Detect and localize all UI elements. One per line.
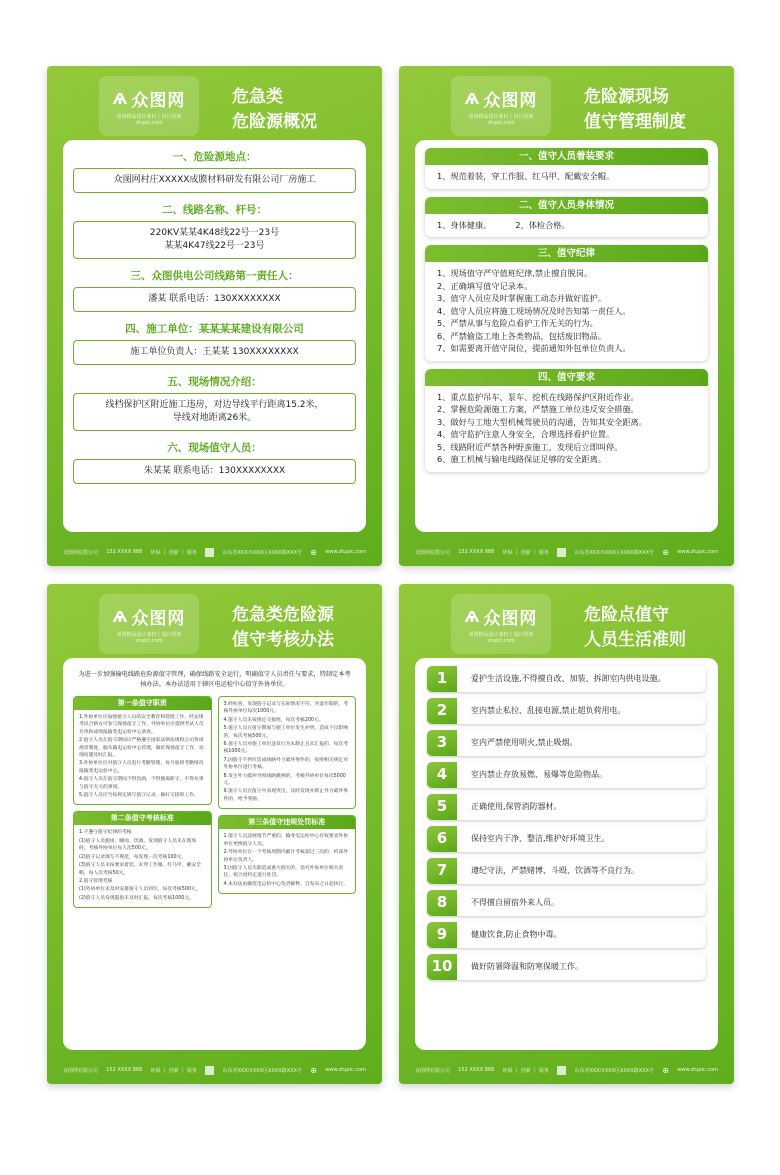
- footer: [63, 544, 366, 560]
- footer-phone: 152 XXXX 888: [458, 549, 495, 555]
- globe-icon: ⊕: [662, 1065, 669, 1075]
- footer-address: 山东省XXX市XXX区XXXX路XXX号: [222, 1067, 302, 1074]
- item-text: 爱护生活设施,不得擅自改、加装、拆卸室内供电设施。: [471, 674, 666, 684]
- footer-site: www.ztupic.com: [677, 549, 718, 555]
- card-row: [437, 219, 696, 232]
- rule-paragraph: 5.值守人员应当按规定填写值守记录，做好交接班工作。: [79, 793, 199, 799]
- rule-paragraph: 2.值守管理考核: [79, 878, 113, 884]
- card-requirements: [425, 369, 708, 472]
- card-line: 5、线路附近严禁各种野蛮施工，发现后立即叫停。: [437, 441, 623, 452]
- footer-address: 山东省XXX市XXX区XXXX路XXX号: [222, 549, 302, 556]
- card-line: 4、值守监护注意人身安全，合理选择看护位置。: [437, 429, 615, 439]
- intro-paragraph: 为进一步加强输电线路危险源值守管理，确保线路安全运行，明确值守人员责任与要求，特制定本考核办法。本办法适用于辖区电运检中心值守外协单位。: [78, 671, 351, 688]
- card-health: [425, 197, 708, 238]
- content-panel: [415, 140, 718, 532]
- section-box: [73, 168, 356, 193]
- list-item: [427, 826, 706, 852]
- section-heading: 五、现场情况介绍：: [167, 376, 262, 388]
- footer-address: 山东省XXX市XXX区XXXX路XXX号: [574, 549, 654, 556]
- logo: [451, 594, 551, 654]
- card-line: 2、体检合格。: [515, 219, 570, 230]
- rule-columns: [73, 696, 356, 908]
- title-line-1: 危险点值守: [584, 605, 669, 625]
- poster-title: [572, 78, 722, 142]
- item-number: 6: [427, 826, 457, 852]
- rule-paragraph: 3.外协单位应对值守人员进行考勤管理，每月底将考勤情况报输变电运检中心。: [79, 761, 204, 774]
- section-text: 导线对地距离26米。: [172, 413, 257, 423]
- rule-column-left: [73, 696, 212, 908]
- item-number: 10: [427, 954, 457, 980]
- poster-hazard-overview: [47, 66, 382, 566]
- card-line: 7、如需要离开值守岗位，提前通知外包单位负责人。: [437, 343, 631, 353]
- rule-heading: 第三条值守违规处罚标准: [219, 816, 356, 829]
- item-text: 室内禁止私拉、乱接电源,禁止超负荷用电。: [471, 706, 626, 716]
- qr-code-icon: [557, 1066, 566, 1075]
- rule-penalties: [218, 815, 357, 894]
- logo-subtitle: 原创精品设计素材丨每日更新: [468, 114, 534, 120]
- rule-paragraph: 7.因值守不到位造成线路外力破坏事件的，按照相关规定对外协单位进行考核。: [223, 757, 349, 771]
- rule-paragraph: 9.值守人员在值守中表现突出，及时发现并制止外力破坏事件的，给予奖励。: [223, 789, 349, 802]
- rule-heading: 第一条值守职责: [74, 697, 211, 710]
- rule-checks: [218, 696, 357, 809]
- item-number: 2: [427, 698, 457, 724]
- item-number: 4: [427, 762, 457, 788]
- content-panel: [63, 658, 366, 1050]
- logo-url: ztupic.com: [135, 120, 163, 126]
- rule-paragraph: 1.值守人员违规情节严重的，输变电运检中心有权要求外协单位更换值守人员。: [223, 834, 349, 847]
- section-heading: 二、线路名称、杆号：: [162, 204, 267, 216]
- card-line: 1、身体健康。: [437, 219, 492, 230]
- list-item: [427, 922, 706, 948]
- poster-title: [220, 78, 370, 142]
- logo-url: ztupic.com: [135, 638, 163, 644]
- item-number: 7: [427, 858, 457, 884]
- section-site-info: [63, 375, 366, 431]
- footer-site: www.ztupic.com: [325, 549, 366, 555]
- card-body: [425, 386, 708, 472]
- item-text: 遵纪守法，严禁赌博、斗殴、饮酒等不良行为。: [471, 866, 639, 876]
- footer-tags: 环保 丨 创新 丨 服务: [502, 549, 549, 556]
- section-construction-unit: [63, 322, 366, 365]
- rule-body: [219, 697, 356, 808]
- rule-paragraph: (1)外协单位未及时安排值守人员到位，每次考核500元。: [79, 887, 201, 893]
- qr-code-icon: [557, 548, 566, 557]
- qr-code-icon: [205, 1066, 214, 1075]
- list-item: [427, 730, 706, 756]
- title-line-2: 危险源概况: [232, 112, 317, 132]
- rule-body: [219, 829, 356, 893]
- footer-company: 众图网有限公司: [415, 549, 451, 556]
- title-line-2: 人员生活准则: [584, 630, 686, 650]
- rule-paragraph: 5.值守人员在值守期间与施工单位发生冲突，造成不良影响的，每次考核500元。: [223, 726, 349, 739]
- rule-paragraph: (2)值守人员发现隐患未及时汇报，每次考核1000元。: [79, 895, 194, 901]
- title-line-2: 值守管理制度: [584, 112, 686, 132]
- card-discipline: [425, 245, 708, 361]
- section-line-name: [63, 203, 366, 259]
- card-line: 6、严禁偷盗工地上各类物品，包括废旧物品。: [437, 330, 606, 341]
- item-text: 做好防暑降温和防寒保暖工作。: [471, 962, 583, 972]
- card-line: 3、值守人员应及时掌握施工动态并做好监护。: [437, 293, 606, 303]
- card-body: [425, 165, 708, 189]
- footer-phone: 152 XXXX 888: [458, 1067, 495, 1073]
- rule-paragraph: (2)值守记录填写不规范，每发现一次考核100元。: [79, 854, 187, 860]
- rule-paragraph: 3.经检查，发现值守记录与实际情况不符，弄虚作假的，考核外协单位每次1000元。: [223, 702, 349, 715]
- card-line: 2、正确填写值守记录本。: [437, 280, 533, 291]
- card-line: 1、规范着装，穿工作服、红马甲、配戴安全帽。: [437, 171, 615, 181]
- section-heading: 六、现场值守人员：: [167, 442, 262, 454]
- footer: [63, 1062, 366, 1078]
- card-dress-code: [425, 148, 708, 189]
- list-item: [427, 954, 706, 980]
- section-box: [73, 287, 356, 312]
- card-line: 1、现场值守严守值班纪律,禁止擅自脱岗。: [437, 268, 593, 278]
- section-guard-staff: [63, 441, 366, 484]
- rule-heading: 第二条值守考核标准: [74, 812, 211, 825]
- item-text: 正确使用,保管消防器材。: [471, 802, 562, 812]
- section-heading-label: 四、施工单位：: [125, 323, 199, 335]
- section-box: [73, 221, 356, 259]
- footer-site: www.ztupic.com: [325, 1067, 366, 1073]
- list-item: [427, 666, 706, 692]
- section-text: 施工单位负责人：王某某 130XXXXXXXX: [130, 347, 299, 357]
- globe-icon: ⊕: [662, 547, 669, 557]
- rule-paragraph: 4.本办法由输变电运检中心负责解释，自发布之日起执行。: [223, 881, 349, 887]
- footer-tags: 环保 丨 创新 丨 服务: [150, 549, 197, 556]
- rule-body: [74, 825, 211, 907]
- logo-url: ztupic.com: [487, 120, 515, 126]
- qr-code-icon: [205, 548, 214, 557]
- poster-assessment-rules: [47, 584, 382, 1084]
- item-number: 5: [427, 794, 457, 820]
- section-heading-value: 某某某某建设有限公司: [198, 323, 304, 335]
- logo: [99, 594, 199, 654]
- rule-body: [74, 710, 211, 804]
- section-heading: 一、危险源地点：: [172, 151, 257, 163]
- globe-icon: ⊕: [310, 547, 317, 557]
- section-text: 线档保护区附近施工违房，对边导线平行距离15.2米，: [105, 400, 324, 410]
- card-line: 4、值守人员应将施工现场情况及时告知第一责任人。: [437, 305, 631, 316]
- card-line: 1、重点监护吊车、泵车、挖机在线路保护区附近作业。: [437, 391, 639, 402]
- content-panel: [63, 140, 366, 532]
- globe-icon: ⊕: [310, 1065, 317, 1075]
- rule-paragraph: 2.值守人员在值守期间应严格遵守国家法律法规和公司各项规章制度，服从输电运检中心管理，做好现场值守工作，发现问题及时汇报。: [79, 738, 204, 759]
- logo-text: 众图网: [131, 609, 186, 629]
- logo-text: 众图网: [131, 91, 186, 111]
- logo-url: ztupic.com: [487, 638, 515, 644]
- item-text: 室内严禁使用明火,禁止吸烟。: [471, 738, 578, 748]
- section-box: [73, 340, 356, 365]
- rule-column-right: [218, 696, 357, 908]
- section-text: 220KV某某4K48线22号一23号: [149, 228, 280, 238]
- card-heading: 一、值守人员着装要求: [425, 148, 708, 165]
- section-text: 朱某某 联系电话：130XXXXXXXX: [143, 466, 286, 476]
- section-heading: 三、众图供电公司线路第一责任人：: [130, 270, 299, 282]
- rule-paragraph: 1.不遵守值守纪律的考核: [79, 830, 132, 836]
- card-body: [425, 262, 708, 361]
- rule-paragraph: (1)值守人员脱岗、睡岗、饮酒，发现值守人员未在现场时，考核外协单位每人次500元。: [79, 838, 197, 852]
- content-panel: [415, 658, 718, 1050]
- section-responsible: [63, 269, 366, 312]
- rule-list: [415, 658, 718, 988]
- card-line: 5、严禁从事与危险点看护工作无关的行为。: [437, 318, 598, 328]
- list-item: [427, 762, 706, 788]
- rule-assessment-standard: [73, 811, 212, 908]
- section-text: 潘某 联系电话：130XXXXXXXX: [148, 294, 281, 304]
- footer-address: 山东省XXX市XXX区XXXX路XXX号: [574, 1067, 654, 1074]
- logo-mark-icon: Ѧ: [112, 89, 128, 108]
- rule-paragraph: 3.因值守人员失职造成重大损失的，追究外协单位相关责任，按合同约定进行处罚。: [223, 865, 344, 879]
- logo-text: 众图网: [483, 91, 538, 111]
- footer: [415, 1062, 718, 1078]
- card-heading: 二、值守人员身体情况: [425, 197, 708, 214]
- rule-paragraph: (3)值守人员未按要求着装，未穿工作服、红马甲、戴安全帽，每人次考核50元。: [79, 863, 201, 876]
- footer: [415, 544, 718, 560]
- poster-living-rules: [399, 584, 734, 1084]
- card-line: 6、施工机械与输电线路保证足够的安全距离。: [437, 454, 606, 464]
- list-item: [427, 890, 706, 916]
- card-heading: 四、值守要求: [425, 369, 708, 386]
- logo-text: 众图网: [483, 609, 538, 629]
- logo: [451, 76, 551, 136]
- item-number: 3: [427, 730, 457, 756]
- logo-subtitle: 原创精品设计素材丨每日更新: [468, 632, 534, 638]
- logo-subtitle: 原创精品设计素材丨每日更新: [116, 114, 182, 120]
- item-text: 健康饮食,防止食物中毒。: [471, 930, 562, 940]
- list-item: [427, 794, 706, 820]
- logo-mark-icon: Ѧ: [464, 607, 480, 626]
- section-box: [73, 393, 356, 431]
- logo-subtitle: 原创精品设计素材丨每日更新: [116, 632, 182, 638]
- section-heading: [63, 322, 366, 336]
- footer-company: 众图网有限公司: [63, 549, 99, 556]
- item-text: 不得擅自留宿外来人员。: [471, 898, 559, 908]
- title-line-1: 危急类: [232, 87, 283, 107]
- list-item: [427, 698, 706, 724]
- card-line: 2、掌握危险源施工方案，严禁施工单位违反安全措施。: [437, 404, 639, 414]
- rule-paragraph: 8.发生外力破坏导致线路跳闸的，考核外协单位每次5000元。: [223, 773, 346, 787]
- logo-mark-icon: Ѧ: [112, 607, 128, 626]
- rule-paragraph: 2.外协单位在一个考核周期内累计考核超过三次的，约谈外协单位负责人。: [223, 850, 349, 863]
- item-text: 保持室内干净、整洁,维护好环境卫生。: [471, 834, 610, 844]
- rule-paragraph: 1.外协单位应加强值守人员的安全教育和管理工作，经安规考试合格方可参与现场值守工作。外协单位应提供考试人员名单和成绩报输变电运检中心备查。: [79, 715, 204, 735]
- title-line-2: 值守考核办法: [232, 630, 334, 650]
- footer-phone: 152 XXXX 888: [106, 549, 143, 555]
- logo: [99, 76, 199, 136]
- item-text: 室内禁止存放易燃、易爆等危险物品。: [471, 770, 607, 780]
- footer-phone: 152 XXXX 888: [106, 1067, 143, 1073]
- list-item: [427, 858, 706, 884]
- rule-paragraph: 4.值守人员在值守期间不得饮酒，不得擅离职守，不得从事与值守无关的事项。: [79, 777, 204, 790]
- card-body: [425, 214, 708, 238]
- footer-company: 众图网有限公司: [415, 1067, 451, 1074]
- logo-mark-icon: Ѧ: [464, 89, 480, 108]
- section-box: [73, 459, 356, 484]
- footer-site: www.ztupic.com: [677, 1067, 718, 1073]
- section-text: 众图网村庄XXXXX成膜材料研发有限公司厂房施工: [113, 175, 316, 185]
- item-number: 9: [427, 922, 457, 948]
- poster-duty-management: [399, 66, 734, 566]
- item-number: 1: [427, 666, 457, 692]
- rule-duties: [73, 696, 212, 805]
- card-heading: 三、值守纪律: [425, 245, 708, 262]
- rule-paragraph: 4.值守人员未按规定交接班，每次考核200元。: [223, 717, 324, 723]
- title-line-1: 危急类危险源: [232, 605, 334, 625]
- footer-tags: 环保 丨 创新 丨 服务: [502, 1067, 549, 1074]
- poster-title: [220, 596, 370, 660]
- footer-company: 众图网有限公司: [63, 1067, 99, 1074]
- title-line-1: 危险源现场: [584, 87, 669, 107]
- poster-title: [572, 596, 722, 660]
- item-number: 8: [427, 890, 457, 916]
- section-text: 某某4K47线22号一23号: [164, 241, 265, 251]
- footer-tags: 环保 丨 创新 丨 服务: [150, 1067, 197, 1074]
- section-location: [63, 150, 366, 193]
- card-line: 3、做好与工地大型机械驾驶员的沟通，告知其安全距离。: [437, 416, 647, 427]
- rule-paragraph: 6.值守人员对施工单位违章行为未制止且未汇报的，每次考核1000元。: [223, 742, 349, 755]
